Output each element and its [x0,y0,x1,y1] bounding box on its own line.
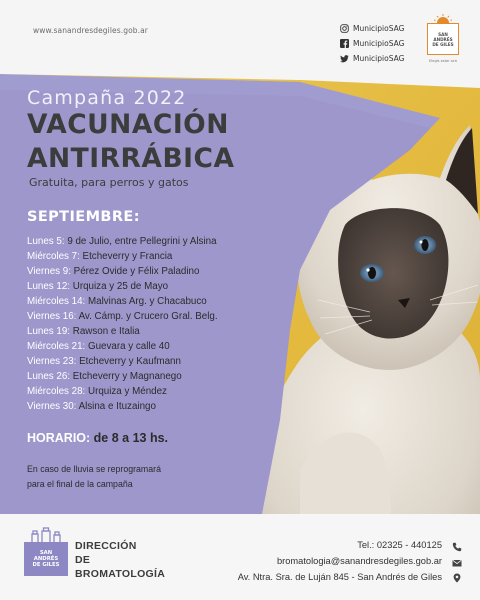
schedule-item [27,324,218,339]
schedule-day: Viernes 16: [27,311,77,322]
logo-line: ANDRÉS [433,36,453,42]
schedule-item [27,369,218,384]
schedule-day: Miércoles 14: [27,296,86,307]
schedule-place: Alsina e Ituzaingo [76,401,156,412]
phone-number[interactable]: Tel.: 02325 - 440125 [357,540,442,550]
logo-line: ANDRÉS [33,555,59,562]
schedule-list [27,234,218,414]
subtitle: Gratuita, para perros y gatos [29,176,189,189]
schedule-item [27,384,218,399]
month-heading: SEPTIEMBRE: [27,209,140,225]
title-line-1: VACUNACIÓN [27,109,229,140]
schedule-place: Malvinas Arg. y Chacabuco [85,296,207,307]
logo-line: DE GILES [32,562,60,569]
schedule-place: Urquiza y Méndez [85,386,167,397]
rain-note-line-1: En caso de lluvia se reprogramará [27,464,161,474]
schedule-item [27,279,218,294]
municipality-logo [424,14,462,72]
email-address[interactable]: bromatologia@sanandresdegiles.gob.ar [276,556,442,566]
hours-value: de 8 a 13 hs. [90,431,169,445]
schedule-day: Miércoles 7: [27,251,80,262]
schedule-item [27,399,218,414]
schedule-item [27,354,218,369]
department-line-1: DIRECCIÓN [75,540,137,552]
schedule-day: Miércoles 28: [27,386,86,397]
schedule-place: Etcheverry y Magnanego [70,371,182,382]
logo-tagline: Elegís estar acá [429,59,457,63]
schedule-item [27,234,218,249]
logo-line: DE GILES [432,41,454,47]
instagram-icon [340,24,349,33]
hours-label: HORARIO: [27,431,91,445]
social-instagram[interactable] [340,24,404,33]
title-line-2: ANTIRRÁBICA [27,143,235,174]
location-pin-icon [452,573,462,583]
schedule-item [27,339,218,354]
schedule-day: Miércoles 21: [27,341,86,352]
social-twitter[interactable] [340,54,404,63]
schedule-day: Lunes 5: [27,236,65,247]
schedule-place: Urquiza y 25 de Mayo [70,281,169,292]
schedule-place: Guevara y calle 40 [85,341,170,352]
rain-note-line-2: para el final de la campaña [27,479,133,489]
logo-line: SAN [39,549,53,556]
twitter-icon [340,54,349,63]
schedule-place: Rawson e Italia [70,326,140,337]
schedule-day: Viernes 30: [27,401,77,412]
hours-line [27,431,168,445]
instagram-handle: MunicipioSAG [353,24,405,33]
phone-icon [452,542,462,552]
social-facebook[interactable] [340,39,404,48]
schedule-item [27,309,218,324]
schedule-place: 9 de Julio, entre Pellegrini y Alsina [64,236,217,247]
facebook-handle: MunicipioSAG [353,39,405,48]
jars-icon [28,527,64,543]
sun-icon [433,14,453,23]
schedule-item [27,264,218,279]
schedule-item [27,294,218,309]
bromatologia-logo [24,527,68,581]
schedule-day: Viernes 9: [27,266,71,277]
website-url[interactable]: www.sanandresdegiles.gob.ar [33,26,148,35]
schedule-day: Lunes 26: [27,371,71,382]
schedule-place: Pérez Ovide y Félix Paladino [70,266,200,277]
campaign-year: Campaña 2022 [27,87,187,109]
facebook-icon [340,39,349,48]
department-line-2: DE [75,554,91,566]
schedule-place: Av. Cámp. y Crucero Gral. Belg. [76,311,218,322]
schedule-day: Viernes 23: [27,356,77,367]
header-background [0,0,480,100]
street-address: Av. Ntra. Sra. de Luján 845 - San Andrés de Giles [237,572,442,582]
logo-line: SAN [438,31,448,37]
schedule-place: Etcheverry y Francia [79,251,173,262]
schedule-place: Etcheverry y Kaufmann [76,356,181,367]
schedule-day: Lunes 19: [27,326,71,337]
schedule-item [27,249,218,264]
department-line-3: BROMATOLOGÍA [75,568,166,580]
mail-icon [452,558,462,568]
schedule-day: Lunes 12: [27,281,71,292]
twitter-handle: MunicipioSAG [353,54,405,63]
